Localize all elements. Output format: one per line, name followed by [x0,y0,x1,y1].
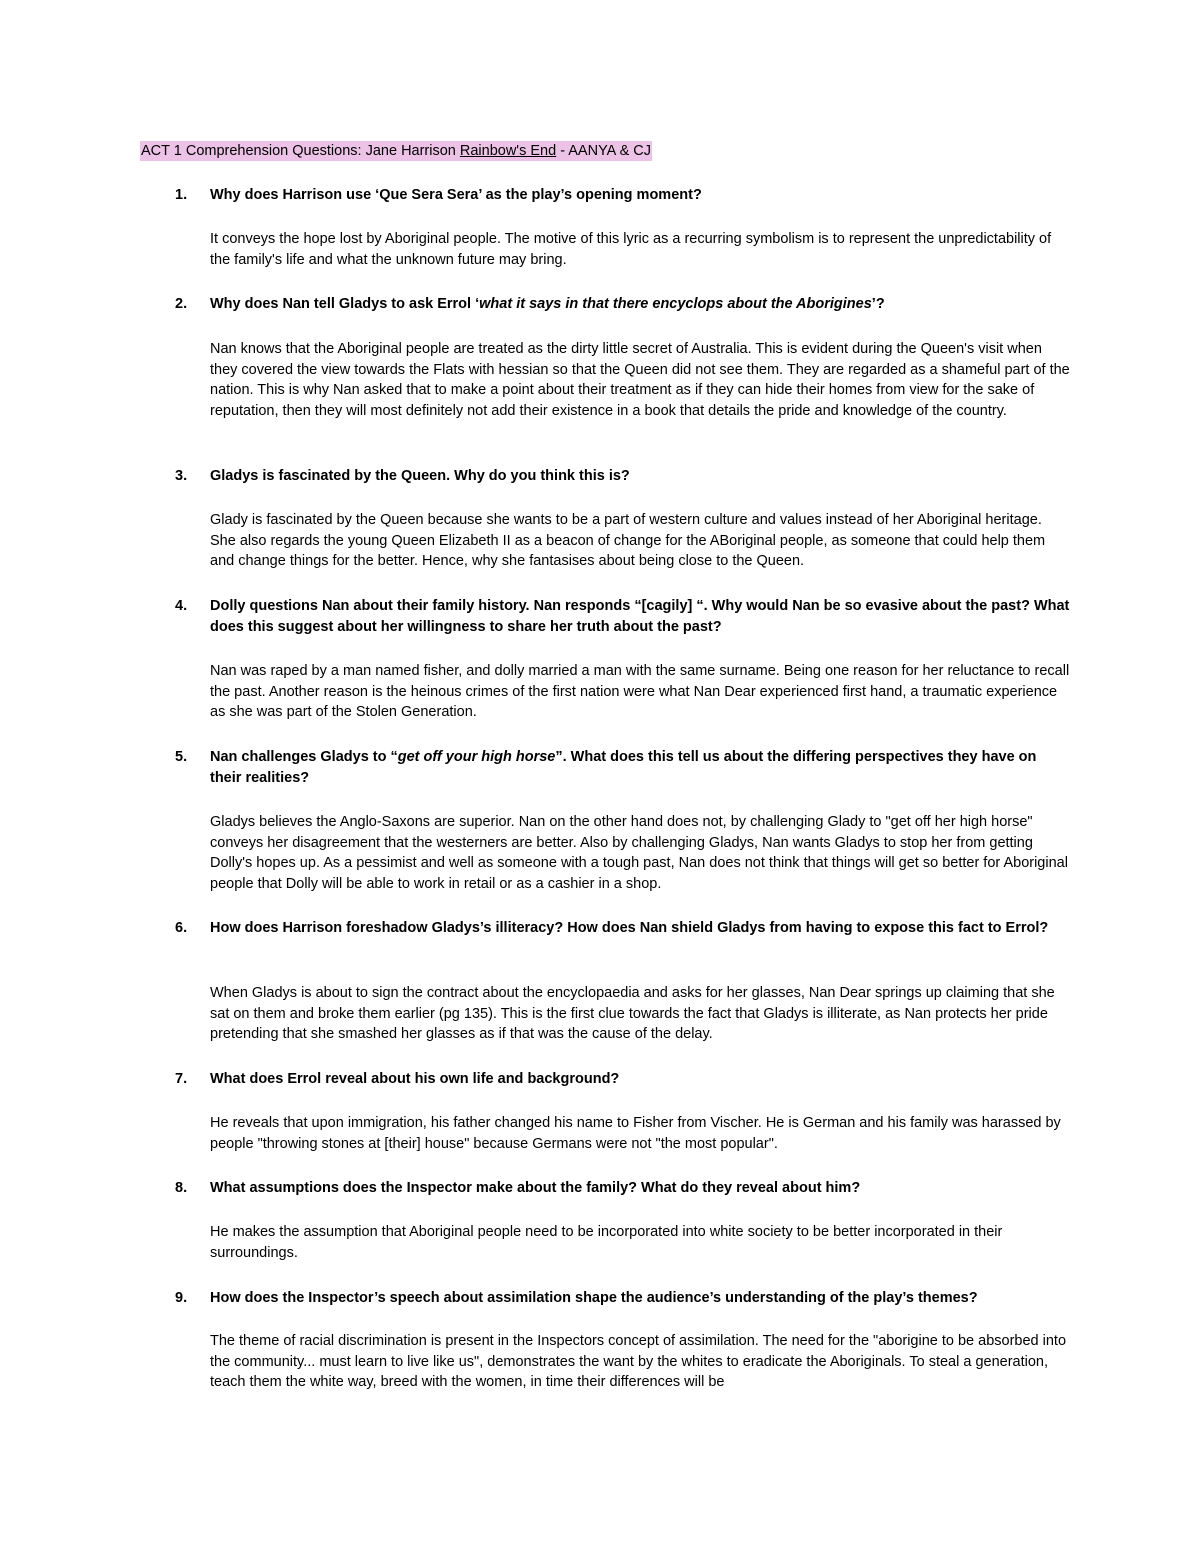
question-number: 8. [175,1180,188,1196]
question-text: How does the Inspector’s speech about assimilation shape the audience’s understanding of the play’s themes? [210,1290,978,1306]
question-text: What assumptions does the Inspector make about the family? What do they reveal about him? [210,1180,861,1196]
question-text: What does Errol reveal about his own life and background? [210,1071,620,1087]
question-text-start: Nan challenges Gladys to “ [210,749,398,765]
question-text [210,747,1070,789]
question-number: 9. [175,1290,188,1306]
document-title [140,141,652,161]
question-text: Gladys is fascinated by the Queen. Why do you think this is? [210,468,630,484]
answer-text: When Gladys is about to sign the contract about the encyclopaedia and asks for her glasses, Nan Dear springs up claiming that she sat on them and broke them earlier (pg 135). This is the first clue towards the fact that Gladys is illiterate, as Nan protects her pride pretending that she smashed her glasses as if that was the cause of the delay. [210,985,1055,1043]
answer-text: Nan knows that the Aboriginal people are treated as the dirty little secret of Australia. This is evident during the Queen's visit when they covered the view towards the Flats with hessian so that the Queen did not see them. They are regarded as a shameful part of the nation. This is why Nan asked that to make a point about their treatment as if they can hide their homes from view for the sake of reputation, then they will most definitely not add their existence in a book that details the pride and knowledge of the country. [210,341,1070,420]
question-quote: what it says in that there encyclops about the Aborigines [479,296,872,312]
answer-text: It conveys the hope lost by Aboriginal people. The motive of this lyric as a recurring symbolism is to represent the unpredictability of the family's life and what the unknown future may bring. [210,231,1052,268]
question-text: How does Harrison foreshadow Gladys’s illiteracy? How does Nan shield Gladys from having to expose this fact to Errol? [210,920,1049,936]
title-prefix: ACT 1 Comprehension Questions: Jane Harrison [141,143,460,159]
answer-text: Glady is fascinated by the Queen because she wants to be a part of western culture and values instead of her Aboriginal heritage. She also regards the young Queen Elizabeth II as a beacon of change for the ABoriginal people, as someone that could help them and change things for the better. Hence, why she fantasises about being close to the Queen. [210,512,1046,570]
answer-text: The theme of racial discrimination is present in the Inspectors concept of assimilation. The need for the "aborigine to be absorbed into the community... must learn to live like us", demonstrates the want by the whites to eradicate the Aboriginals. To steal a generation, teach them the white way, breed with the women, in time their differences will be [210,1333,1067,1391]
question-text [210,294,1070,315]
question-number: 7. [175,1071,188,1087]
answer-text: He reveals that upon immigration, his father changed his name to Fisher from Vischer. He is German and his family was harassed by people "throwing stones at [their] house" because Germans were not "the most popular". [210,1115,1061,1152]
answer-text: Nan was raped by a man named fisher, and dolly married a man with the same surname. Being one reason for her reluctance to recall the past. Another reason is the heinous crimes of the first nation were what Nan Dear experienced first hand, a traumatic experience as she was part of the Stolen Generation. [210,663,1070,721]
question-number: 1. [175,187,188,203]
question-text-end: ’? [871,296,885,312]
question-quote: get off your high horse [397,749,556,765]
question-text-start: Why does Nan tell Gladys to ask Errol ‘ [210,296,480,312]
answer-text: Gladys believes the Anglo-Saxons are superior. Nan on the other hand does not, by challenging Glady to "get off her high horse" conveys her disagreement that the westerners are better. Also by challenging Gladys, Nan wants Gladys to stop her from getting Dolly's hopes up. As a pessimist and well as someone with a tough past, Nan does not think that things will get so better for Aboriginal people that Dolly will be able to work in retail or as a cashier in a shop. [210,814,1068,893]
question-text-end: ”. What does this tell us about the differing perspectives they have on their realities? [210,749,1037,786]
title-suffix: - AANYA & CJ [556,143,651,159]
question-text: Why does Harrison use ‘Que Sera Sera’ as the play’s opening moment? [210,187,702,203]
question-number: 6. [175,920,188,936]
question-number: 4. [175,598,188,614]
question-number: 3. [175,468,188,484]
question-text: Dolly questions Nan about their family history. Nan responds “[cagily] “. Why would Nan be so evasive about the past? What does this suggest about her willingness to share her truth about the past? [210,598,1070,635]
answer-text: He makes the assumption that Aboriginal people need to be incorporated into white society to be better incorporated in their surroundings. [210,1224,1003,1261]
question-number: 5. [175,749,188,765]
title-book: Rainbow's End [459,143,557,159]
question-number: 2. [175,296,188,312]
